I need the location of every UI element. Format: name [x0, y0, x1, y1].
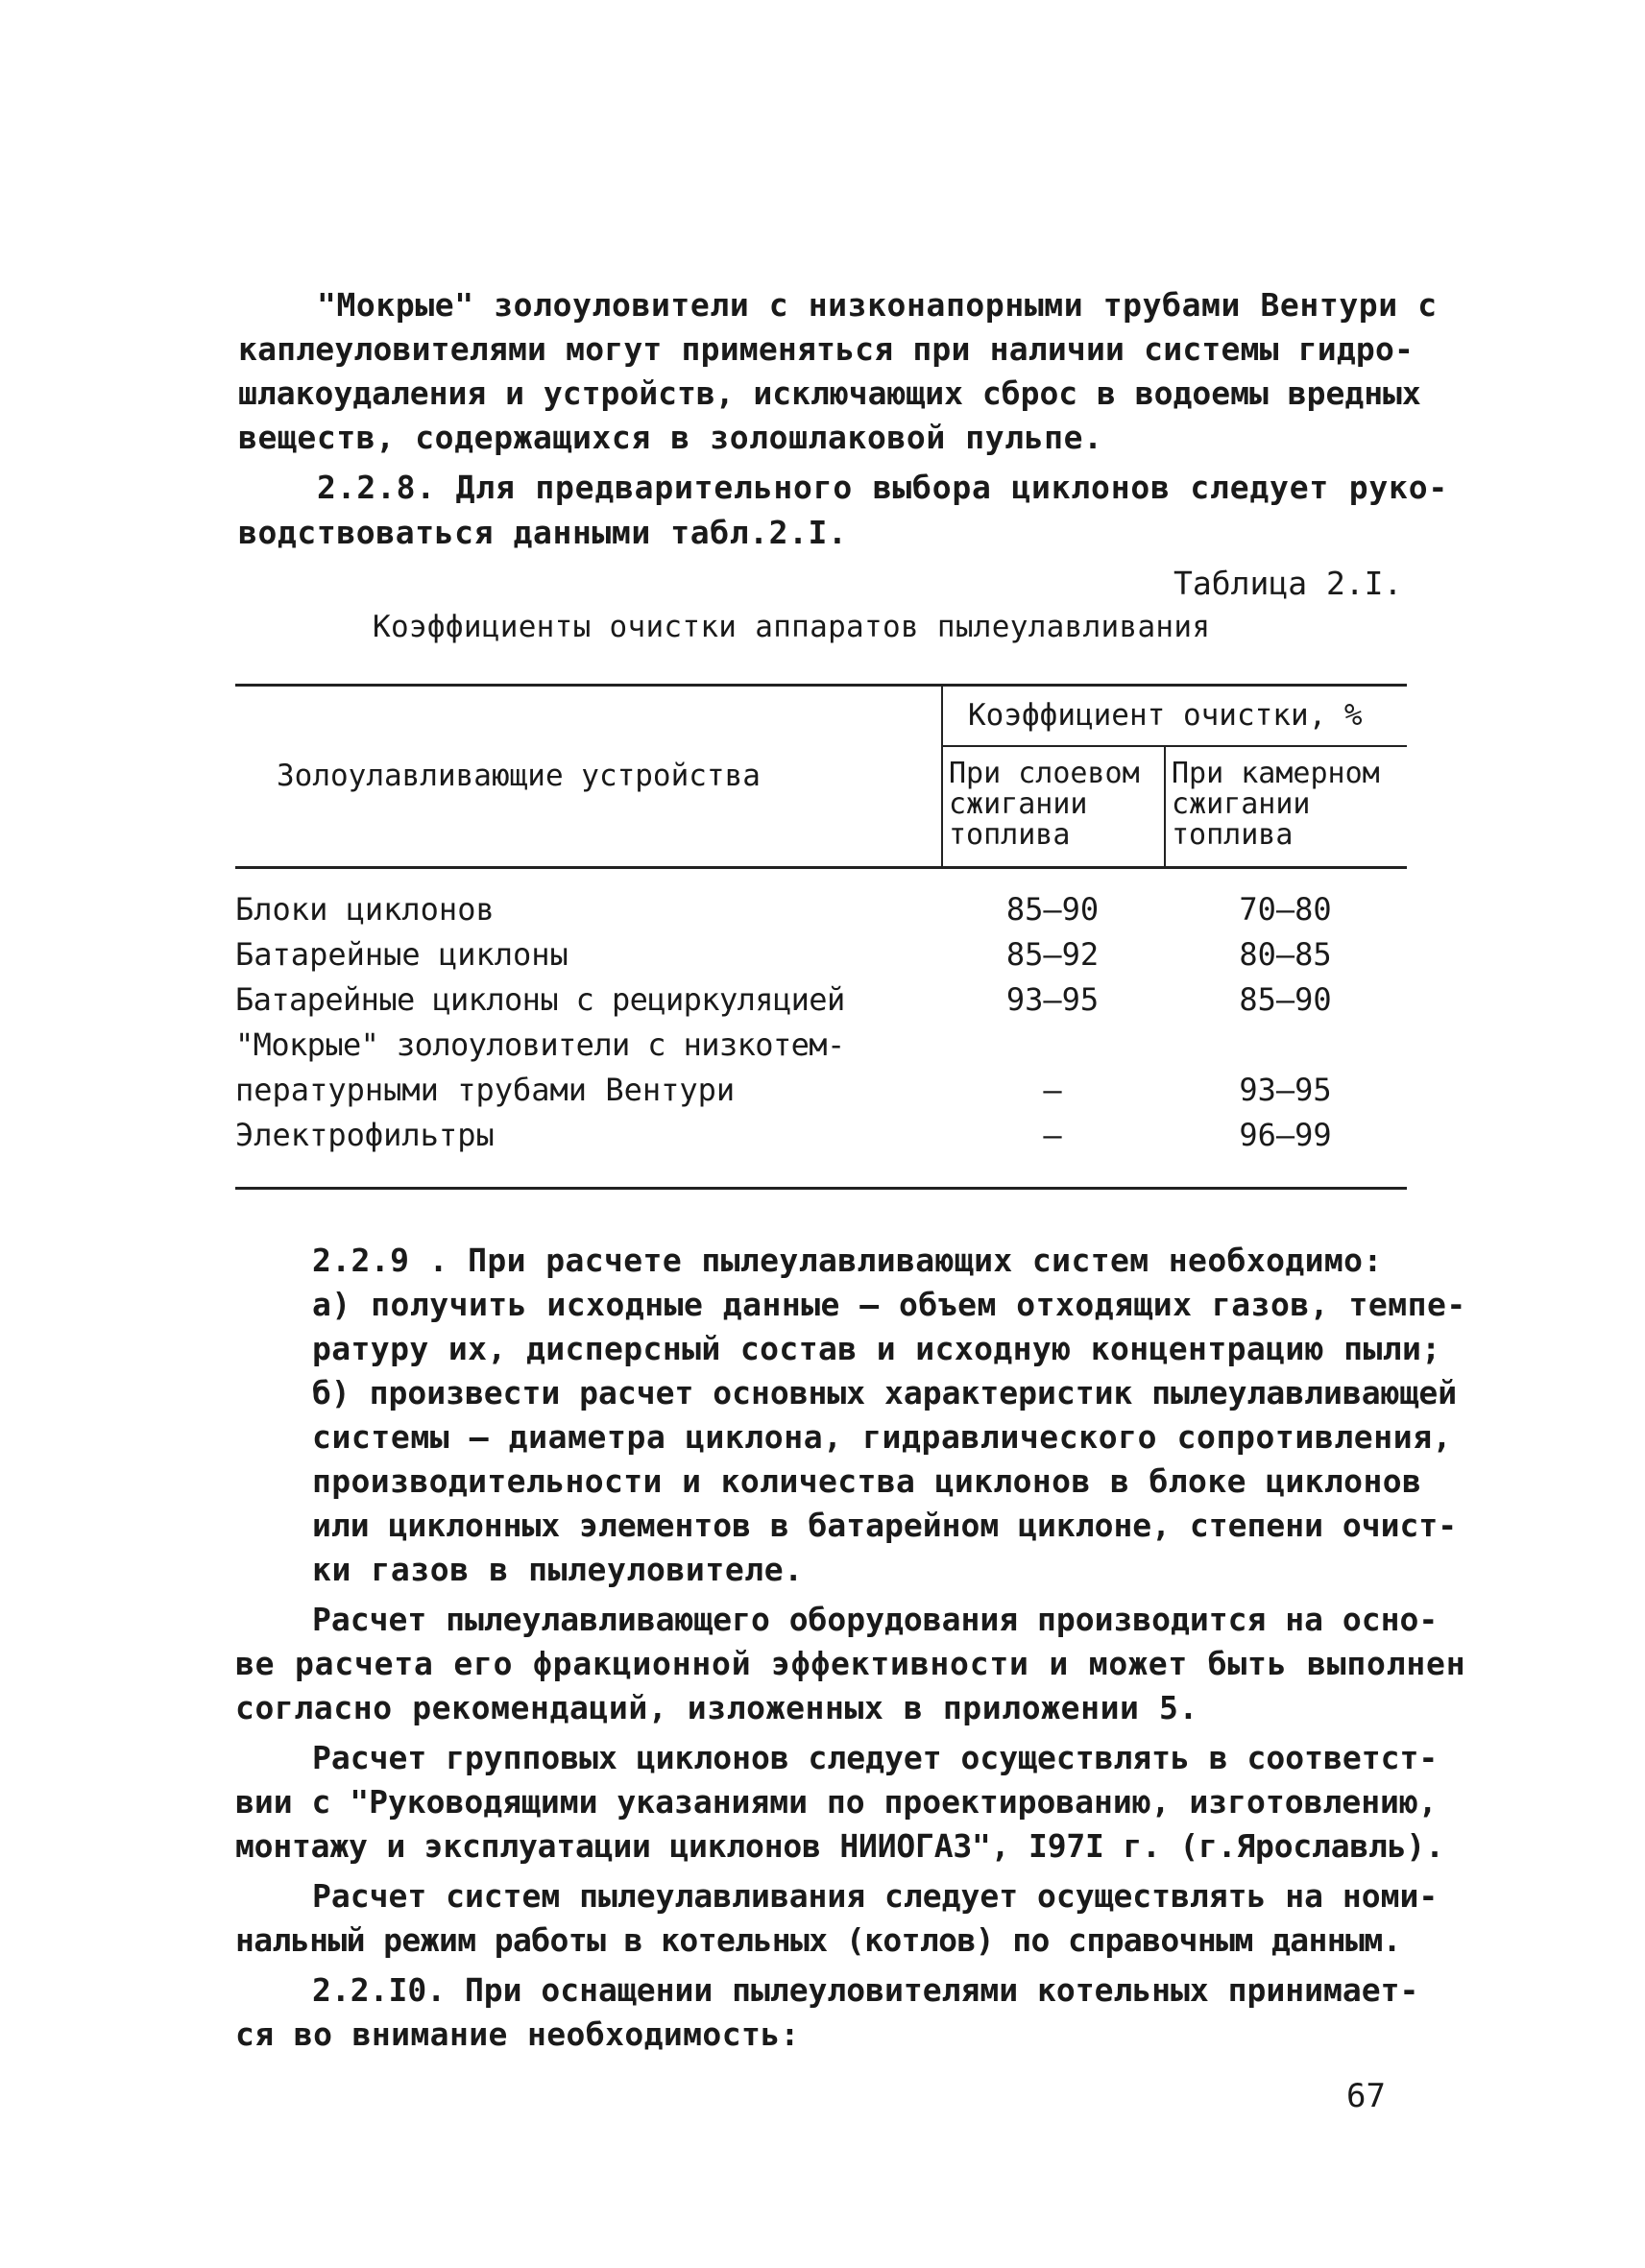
col-header-coef: Коэффициент очистки, % [968, 698, 1363, 733]
body-line: вии с "Руководящими указаниями по проектированию, изготовлению, [235, 1783, 1438, 1821]
intro-line: "Мокрые" золоуловители с низконапорными трубами Вентури с [317, 286, 1438, 324]
page-number: 67 [1346, 2077, 1386, 2115]
cell-layer: 93–95 [1005, 981, 1100, 1018]
cell-device: Батарейные циклоны с рециркуляцией [235, 981, 845, 1018]
table-bottom-rule [235, 1187, 1407, 1190]
body-line: ся во внимание необходимость: [235, 2015, 800, 2053]
cell-chamber: 80–85 [1239, 936, 1332, 973]
intro-line: каплеуловителями могут применяться при наличии системы гидро- [238, 330, 1415, 368]
body-line: производительности и количества циклонов в блоке циклонов [312, 1462, 1422, 1500]
cell-layer: – [1043, 1072, 1062, 1108]
body-line: 2.2.I0. При оснащении пылеуловителями котельных принимает- [312, 1971, 1419, 2009]
body-line: ратуру их, дисперсный состав и исходную концентрацию пыли; [312, 1330, 1441, 1367]
table-col-divider [941, 684, 943, 866]
intro-line: шлакоудаления и устройств, исключающих сброс в водоемы вредных [238, 374, 1421, 412]
col-header-layer-1: При слоевом [949, 757, 1140, 790]
col-header-layer-3: топлива [949, 818, 1071, 852]
body-line: согласно рекомендаций, изложенных в приложении 5. [235, 1689, 1198, 1726]
cell-chamber: 70–80 [1239, 891, 1332, 928]
cell-device: Блоки циклонов [235, 891, 495, 928]
intro-line: 2.2.8. Для предварительного выбора циклонов следует руко- [317, 469, 1449, 506]
body-line: а) получить исходные данные – объем отходящих газов, темпе- [312, 1286, 1466, 1323]
table-top-rule [235, 684, 1407, 687]
body-line: или циклонных элементов в батарейном циклоне, степени очист- [312, 1507, 1458, 1544]
body-line: Расчет групповых циклонов следует осуществлять в соответст- [312, 1739, 1439, 1776]
body-line: ве расчета его фракционной эффективности и может быть выполнен [235, 1645, 1466, 1682]
body-line: 2.2.9 . При расчете пылеулавливающих систем необходимо: [312, 1242, 1383, 1279]
col-header-chamber-3: топлива [1172, 818, 1294, 852]
cell-chamber: 96–99 [1239, 1117, 1332, 1153]
table-header-rule [235, 866, 1407, 869]
table-subcol-divider [1164, 745, 1166, 866]
body-line: системы – диаметра циклона, гидравлического сопротивления, [312, 1418, 1453, 1456]
body-line: Расчет пылеулавливающего оборудования производится на осно- [312, 1601, 1439, 1638]
intro-line: водствоваться данными табл.2.I. [238, 514, 848, 551]
col-header-chamber-1: При камерном [1172, 757, 1380, 790]
cell-layer: 85–92 [1005, 936, 1100, 973]
table-subheader-rule [941, 745, 1407, 747]
cell-chamber: 93–95 [1239, 1072, 1332, 1108]
col-header-chamber-2: сжигании [1172, 787, 1311, 821]
body-line: б) произвести расчет основных характеристик пылеулавливающей [312, 1374, 1458, 1411]
body-line: Расчет систем пылеулавливания следует осуществлять на номи- [312, 1877, 1439, 1915]
cell-layer: – [1043, 1117, 1062, 1153]
cell-device: Батарейные циклоны [235, 936, 568, 973]
col-header-layer-2: сжигании [949, 787, 1088, 821]
table-label: Таблица 2.I. [1173, 565, 1403, 602]
table-caption: Коэффициенты очистки аппаратов пылеулавливания [373, 610, 1211, 644]
col-header-device: Золоулавливающие устройства [277, 759, 761, 793]
intro-line: веществ, содержащихся в золошлаковой пульпе. [238, 419, 1103, 456]
body-line: ки газов в пылеуловителе. [312, 1551, 804, 1588]
cell-device: "Мокрые" золоуловители с низкотем- [235, 1026, 845, 1063]
body-line: нальный режим работы в котельных (котлов) по справочным данным. [235, 1921, 1401, 1959]
cell-layer: 85–90 [1005, 891, 1100, 928]
cell-device: пературными трубами Вентури [235, 1072, 736, 1108]
cell-chamber: 85–90 [1239, 981, 1332, 1018]
cell-device: Электрофильтры [235, 1117, 495, 1153]
body-line: монтажу и эксплуатации циклонов НИИОГАЗ", I97I г. (г.Ярославль). [235, 1827, 1444, 1865]
